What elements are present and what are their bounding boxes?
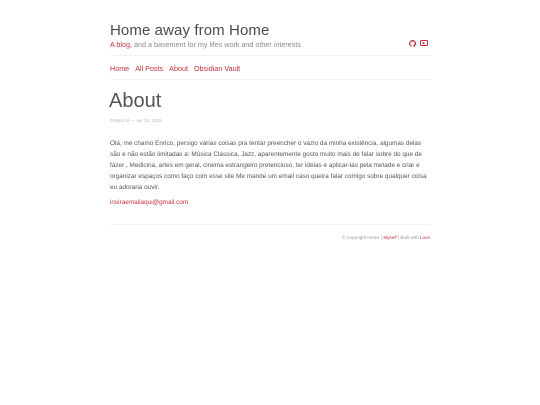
nav-item-obsidian-vault[interactable]: Obsidian Vault	[193, 64, 241, 73]
page-title: About	[109, 90, 162, 112]
nav-divider	[110, 79, 430, 80]
nav-item-home[interactable]: Home	[110, 64, 130, 73]
social-links	[409, 40, 428, 47]
tagline-text: and a basement for my lifes work and other interests	[131, 40, 301, 49]
site-tagline	[110, 40, 301, 49]
main-nav	[110, 64, 240, 73]
tagline-accent: A blog,	[110, 40, 132, 49]
youtube-icon[interactable]: ▶	[420, 40, 428, 46]
footer	[342, 235, 430, 240]
header-divider	[110, 55, 430, 56]
post-meta: Posted at — Apr 10, 2019	[110, 118, 162, 123]
nav-item-all-posts[interactable]: All Posts	[135, 64, 164, 73]
myself-link[interactable]: Myself	[383, 235, 397, 240]
footer-divider	[110, 224, 430, 225]
nav-item-about[interactable]: About	[169, 64, 188, 73]
github-icon[interactable]	[409, 40, 416, 47]
site-title[interactable]: Home away from Home	[110, 22, 270, 39]
love-link[interactable]: Love	[420, 235, 430, 240]
post-body: Olá, me chamo Enrico, persigo várias coisas pra tentar preencher o vazio da minha existência, algumas delas são e não estão limitadas a: Música Clássica, Jazz, aparentemente gosto muito mais de falar sobre do que de fazer , Medicina, artes em geral, cinema estrangeiro pretencioso, ter idéias e aplicar-las pela metade e criar e organizar espaços como faço com esse site Me mande um email caso queira falar comigo sobre qualquer coisa eu adoraria ouvir.	[110, 140, 427, 191]
built-with-text: | Built with	[396, 235, 421, 240]
copyright-text: © Copyright notice |	[341, 235, 384, 240]
email-link[interactable]: insiraemailaqui@gmail.com	[110, 199, 189, 206]
